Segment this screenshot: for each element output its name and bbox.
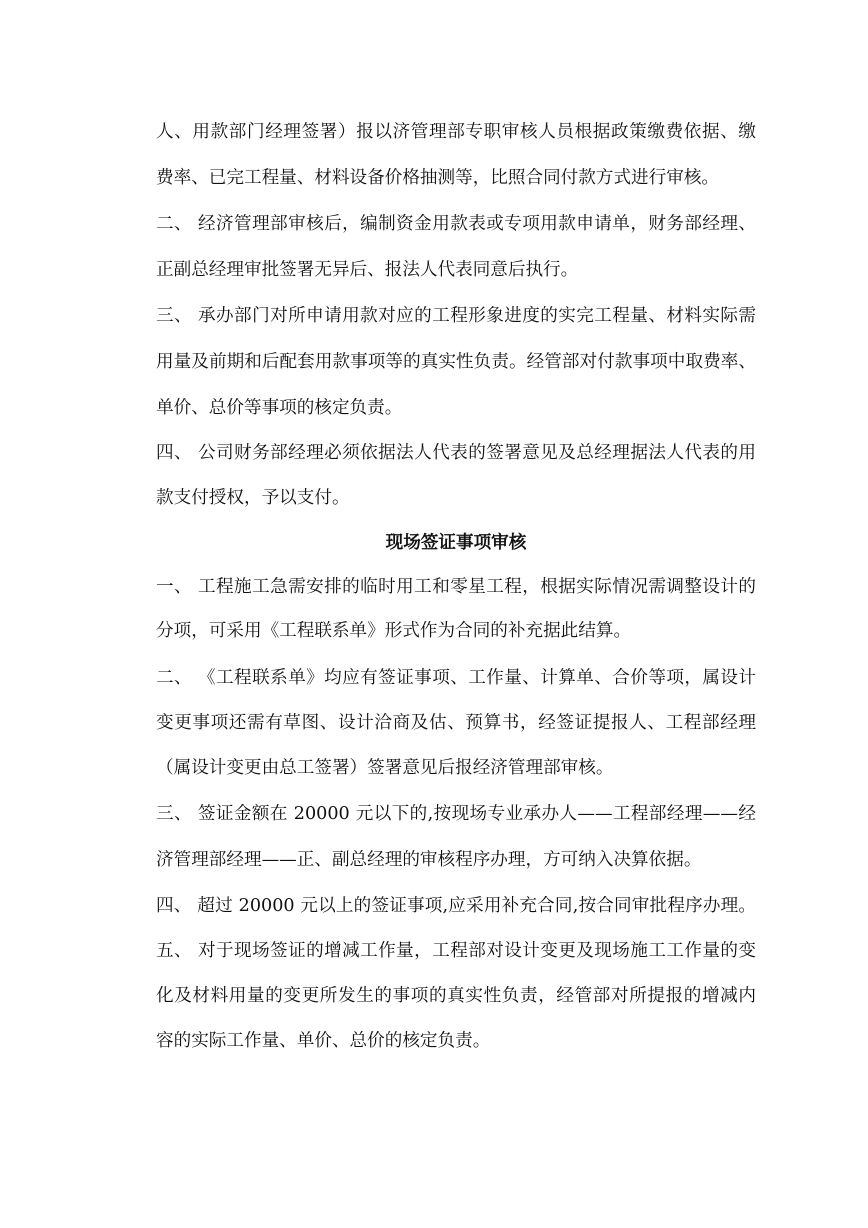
- paragraph-line: （属设计变更由总工签署）签署意见后报经济管理部审核。: [156, 758, 614, 778]
- paragraph-line: 济管理部经理——正、副总经理的审核程序办理，方可纳入决算依据。: [156, 850, 702, 870]
- paragraph-line: 五、 对于现场签证的增减工作量，工程部对设计变更及现场施工工作量的变: [156, 941, 756, 961]
- paragraph-line: 三、 签证金额在 20000 元以下的,按现场专业承办人——工程部经理——经: [156, 804, 756, 824]
- paragraph-line: 二、 经济管理部审核后，编制资金用款表或专项用款申请单，财务部经理、: [156, 214, 756, 234]
- paragraph-line: 费率、已完工程量、材料设备价格抽测等，比照合同付款方式进行审核。: [156, 168, 720, 188]
- paragraph-line: 分项，可采用《工程联系单》形式作为合同的补充据此结算。: [156, 621, 632, 641]
- paragraph-line: 单价、总价等事项的核定负责。: [156, 398, 403, 418]
- paragraph-line: 款支付授权，予以支付。: [156, 488, 350, 508]
- paragraph-line: 变更事项还需有草图、设计洽商及估、预算书，经签证提报人、工程部经理: [156, 713, 756, 733]
- section-heading: 现场签证事项审核: [385, 532, 527, 553]
- paragraph-line: 化及材料用量的变更所发生的事项的真实性负责，经管部对所提报的增减内: [156, 986, 756, 1006]
- paragraph-line: 二、 《工程联系单》均应有签证事项、工作量、计算单、合价等项，属设计: [156, 668, 756, 688]
- paragraph-line: 用量及前期和后配套用款事项等的真实性负责。经管部对付款事项中取费率、: [156, 352, 756, 372]
- paragraph-line: 容的实际工作量、单价、总价的核定负责。: [156, 1031, 491, 1051]
- paragraph-line: 三、 承办部门对所申请用款对应的工程形象进度的实完工程量、材料实际需: [156, 306, 756, 326]
- paragraph-line: 一、 工程施工急需安排的临时用工和零星工程，根据实际情况需调整设计的: [156, 577, 756, 597]
- paragraph-line: 人、用款部门经理签署）报以济管理部专职审核人员根据政策缴费依据、缴: [156, 122, 756, 142]
- paragraph-line: 四、 超过 20000 元以上的签证事项,应采用补充合同,按合同审批程序办理。: [156, 896, 756, 916]
- paragraph-line: 正副总经理审批签署无异后、报法人代表同意后执行。: [156, 260, 579, 280]
- paragraph-line: 四、 公司财务部经理必须依据法人代表的签署意见及总经理据法人代表的用: [156, 443, 756, 463]
